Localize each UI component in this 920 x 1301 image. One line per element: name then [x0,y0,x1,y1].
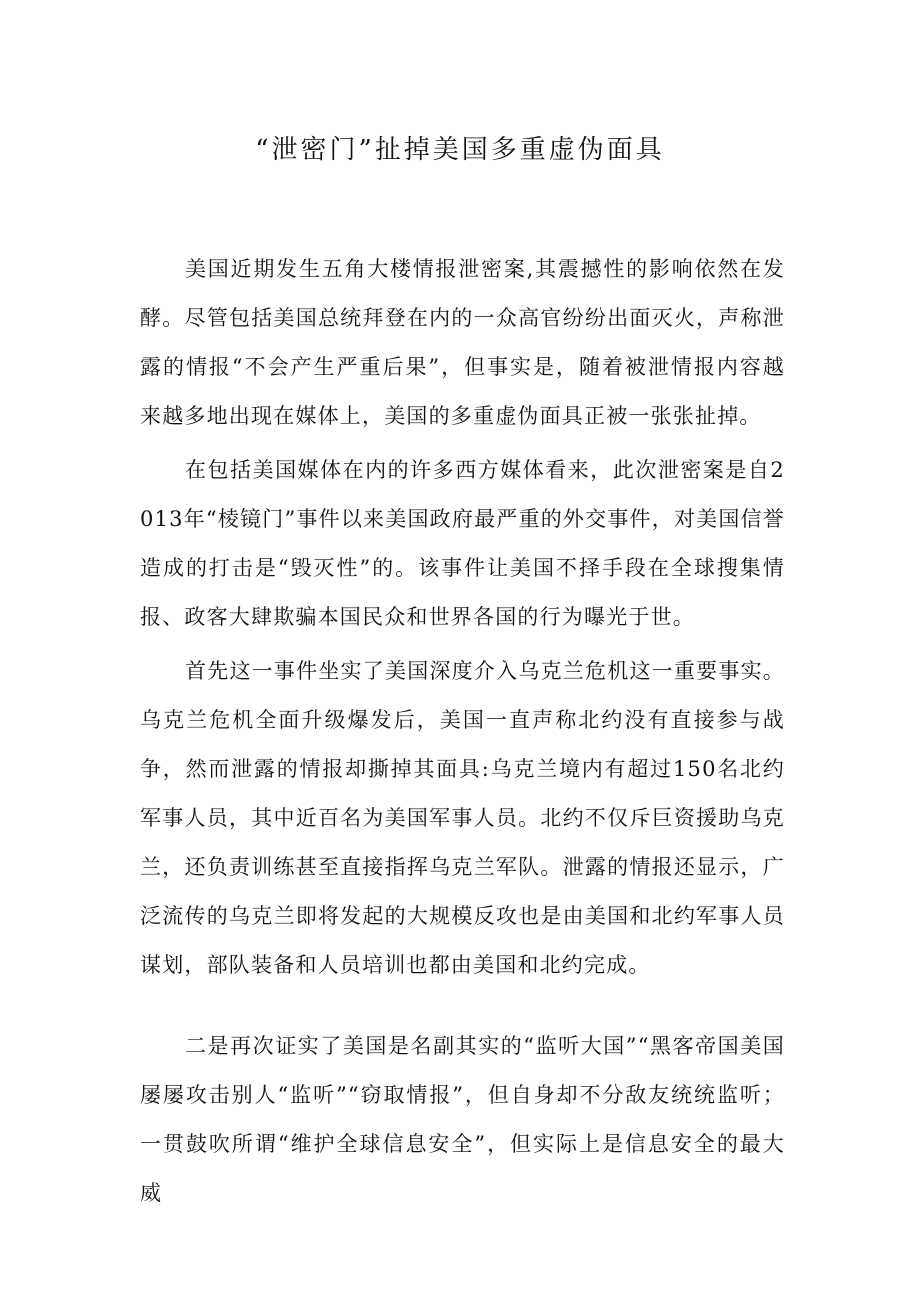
paragraph-2: 在包括美国媒体在内的许多西方媒体看来，此次泄密案是自2013年“棱镜门”事件以来美国政府最严重的外交事件，对美国信誉造成的打击是“毁灭性”的。该事件让美国不择手段在全球搜集情报、政客大肆欺骗本国民众和世界各国的行为曝光于世。 [140,458,785,629]
paragraph-3: 首先这一事件坐实了美国深度介入乌克兰危机这一重要事实。乌克兰危机全面升级爆发后，美国一直声称北约没有直接参与战争，然而泄露的情报却撕掉其面具:乌克兰境内有超过150名北约军事人员，其中近百名为美国军事人员。北约不仅斥巨资援助乌克兰，还负责训练甚至直接指挥乌克兰军队。泄露的情报还显示，广泛流传的乌克兰即将发起的大规模反攻也是由美国和北约军事人员谋划，部队装备和人员培训也都由美国和北约完成。 [140,659,785,977]
document-title: “泄密门”扯掉美国多重虚伪面具 [255,135,665,165]
paragraph-4: 二是再次证实了美国是名副其实的“监听大国”“黑客帝国美国屡屡攻击别人“监听”“窃取情报”，但自身却不分敌友统统监听；一贯鼓吹所谓“维护全球信息安全”，但实际上是信息安全的最大威 [140,1034,785,1205]
paragraph-1: 美国近期发生五角大楼情报泄密案,其震撼性的影响依然在发酵。尽管包括美国总统拜登在内的一众高官纷纷出面灭火，声称泄露的情报“不会产生严重后果”，但事实是，随着被泄情报内容越来越多地出现在媒体上，美国的多重虚伪面具正被一张张扯掉。 [140,257,785,428]
